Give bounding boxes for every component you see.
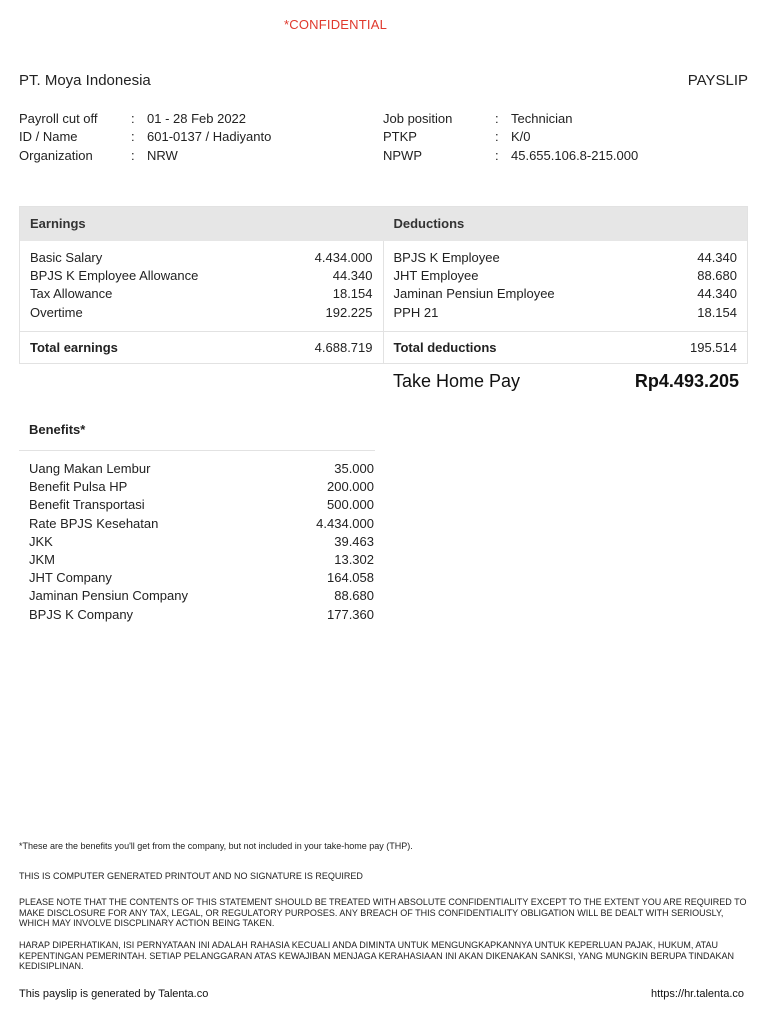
deductions-header: Deductions bbox=[393, 216, 465, 231]
deductions-list bbox=[384, 241, 748, 331]
earning-value: 18.154 bbox=[332, 286, 373, 302]
benefit-item bbox=[29, 460, 374, 478]
benefit-value: 164.058 bbox=[327, 570, 374, 586]
earning-value: 4.434.000 bbox=[314, 250, 373, 265]
info-label: Organization bbox=[19, 147, 93, 163]
benefit-label: Jaminan Pensiun Company bbox=[29, 588, 188, 604]
total-earnings-value: 4.688.719 bbox=[314, 340, 373, 355]
table-body bbox=[20, 241, 747, 332]
benefit-label: Rate BPJS Kesehatan bbox=[29, 515, 159, 531]
info-colon: : bbox=[495, 147, 499, 163]
document-type: PAYSLIP bbox=[687, 72, 748, 89]
earning-item bbox=[30, 285, 373, 303]
info-label: ID / Name bbox=[19, 129, 78, 145]
confidentiality-notice-id: HARAP DIPERHATIKAN, ISI PERNYATAAN INI ADALAH RAHASIA KECUALI ANDA DIMINTA UNTUK MENGUNGKAPKANNYA UNTUK KEPERLUAN PAJAK, HUKUM, ATAU KEPENTINGAN PEMERINTAH. SETIAP PELANGGARAN ATAS KEWAJIBAN MENJAGA KERAHASIAAN INI AKAN DIKENAKAN SANKSI, YANG MUNGKIN BERUPA TINDAKAN KEDISIPLINAN. bbox=[19, 940, 735, 971]
benefit-value: 4.434.000 bbox=[316, 515, 374, 531]
employee-info-left bbox=[19, 110, 271, 165]
earning-label: BPJS K Employee Allowance bbox=[30, 268, 199, 284]
deduction-value: 88.680 bbox=[697, 268, 737, 284]
info-value: 45.655.106.8-215.000 bbox=[511, 147, 639, 163]
deduction-item bbox=[394, 285, 738, 303]
confidential-label: *CONFIDENTIAL bbox=[284, 17, 388, 32]
benefit-footnote: *These are the benefits you'll get from the company, but not included in your take-home pay (THP). bbox=[19, 841, 413, 851]
footer-generated-by: This payslip is generated by Talenta.co bbox=[19, 988, 209, 1000]
footer-url[interactable]: https://hr.talenta.co bbox=[651, 988, 744, 1000]
total-deductions-row bbox=[384, 332, 748, 364]
info-value: 01 - 28 Feb 2022 bbox=[147, 111, 247, 126]
benefit-value: 177.360 bbox=[327, 606, 374, 622]
confidentiality-notice-en: PLEASE NOTE THAT THE CONTENTS OF THIS STATEMENT SHOULD BE TREATED WITH ABSOLUTE CONFIDENTIALITY EXCEPT TO THE EXTENT YOU ARE REQUIRED TO MAKE DISCLOSURE FOR ANY TAX, LEGAL, OR REGULATORY PURPOSES. ANY BREACH OF THIS CONFIDENTIALITY OBLIGATION WILL BE DEALT WITH SERIOUSLY, WHICH MAY INVOLVE DISCPLINARY ACTION BEING TAKEN. bbox=[19, 897, 747, 928]
deduction-item bbox=[394, 304, 738, 322]
earnings-deductions-table bbox=[19, 206, 748, 364]
info-row-ptkp bbox=[383, 128, 638, 146]
benefit-item bbox=[29, 551, 374, 569]
benefit-value: 88.680 bbox=[334, 588, 374, 604]
earning-item bbox=[30, 304, 373, 322]
info-colon: : bbox=[131, 129, 135, 145]
earning-item bbox=[30, 249, 373, 267]
benefit-item bbox=[29, 606, 374, 624]
info-row-job-position bbox=[383, 110, 638, 128]
benefit-item bbox=[29, 515, 374, 533]
benefit-value: 200.000 bbox=[327, 479, 374, 495]
benefit-label: JKM bbox=[29, 552, 55, 568]
take-home-pay-value: Rp4.493.205 bbox=[634, 371, 739, 391]
info-label: PTKP bbox=[383, 129, 417, 145]
table-totals bbox=[20, 332, 747, 364]
deduction-label: BPJS K Employee bbox=[393, 250, 500, 265]
benefit-item bbox=[29, 478, 374, 496]
benefit-item bbox=[29, 496, 374, 514]
info-label: NPWP bbox=[383, 147, 422, 163]
info-value: NRW bbox=[147, 147, 178, 163]
employee-info-right bbox=[383, 110, 638, 165]
deduction-item bbox=[394, 267, 738, 285]
info-label: Job position bbox=[383, 111, 453, 126]
benefit-value: 13.302 bbox=[334, 552, 374, 568]
take-home-pay-label: Take Home Pay bbox=[393, 371, 521, 391]
benefit-value: 500.000 bbox=[327, 497, 374, 513]
benefit-value: 35.000 bbox=[334, 461, 374, 476]
total-deductions-value: 195.514 bbox=[690, 340, 737, 355]
info-colon: : bbox=[131, 111, 135, 126]
benefit-label: JHT Company bbox=[29, 570, 112, 586]
earning-item bbox=[30, 267, 373, 285]
info-value: K/0 bbox=[511, 129, 531, 145]
benefits-section bbox=[19, 422, 375, 624]
total-deductions-label: Total deductions bbox=[393, 340, 497, 355]
deduction-value: 44.340 bbox=[697, 286, 737, 302]
company-name: PT. Moya Indonesia bbox=[19, 72, 151, 89]
earning-label: Overtime bbox=[30, 304, 83, 320]
printout-notice: THIS IS COMPUTER GENERATED PRINTOUT AND NO SIGNATURE IS REQUIRED bbox=[19, 871, 363, 881]
info-colon: : bbox=[495, 129, 499, 145]
info-row-organization bbox=[19, 147, 271, 165]
benefit-label: Uang Makan Lembur bbox=[29, 461, 151, 476]
deduction-value: 44.340 bbox=[697, 250, 737, 265]
benefits-list bbox=[19, 451, 375, 624]
info-row-payroll-cutoff bbox=[19, 110, 271, 128]
deduction-item bbox=[394, 249, 738, 267]
earnings-header: Earnings bbox=[30, 216, 86, 231]
deduction-value: 18.154 bbox=[697, 304, 737, 320]
benefit-item bbox=[29, 533, 374, 551]
deduction-label: JHT Employee bbox=[393, 268, 479, 284]
deduction-label: PPH 21 bbox=[393, 304, 439, 320]
info-label: Payroll cut off bbox=[19, 111, 98, 126]
info-value: 601-0137 / Hadiyanto bbox=[147, 129, 272, 145]
earning-label: Basic Salary bbox=[30, 250, 103, 265]
table-header bbox=[20, 207, 747, 241]
total-earnings-row bbox=[20, 332, 384, 364]
info-row-npwp bbox=[383, 147, 638, 165]
info-colon: : bbox=[495, 111, 499, 126]
benefit-label: BPJS K Company bbox=[29, 606, 134, 622]
benefit-item bbox=[29, 587, 374, 605]
earning-label: Tax Allowance bbox=[30, 286, 113, 302]
info-colon: : bbox=[131, 147, 135, 163]
earning-value: 44.340 bbox=[332, 268, 373, 284]
info-row-id-name bbox=[19, 128, 271, 146]
earnings-list bbox=[20, 241, 384, 331]
benefit-label: Benefit Pulsa HP bbox=[29, 479, 128, 495]
benefit-label: Benefit Transportasi bbox=[29, 497, 145, 513]
benefit-label: JKK bbox=[29, 533, 53, 549]
earning-value: 192.225 bbox=[325, 304, 373, 320]
deduction-label: Jaminan Pensiun Employee bbox=[393, 286, 555, 302]
benefit-value: 39.463 bbox=[334, 533, 374, 549]
take-home-pay bbox=[393, 371, 739, 392]
info-value: Technician bbox=[511, 111, 573, 126]
total-earnings-label: Total earnings bbox=[30, 340, 118, 355]
benefit-item bbox=[29, 569, 374, 587]
benefits-title: Benefits* bbox=[19, 422, 375, 451]
